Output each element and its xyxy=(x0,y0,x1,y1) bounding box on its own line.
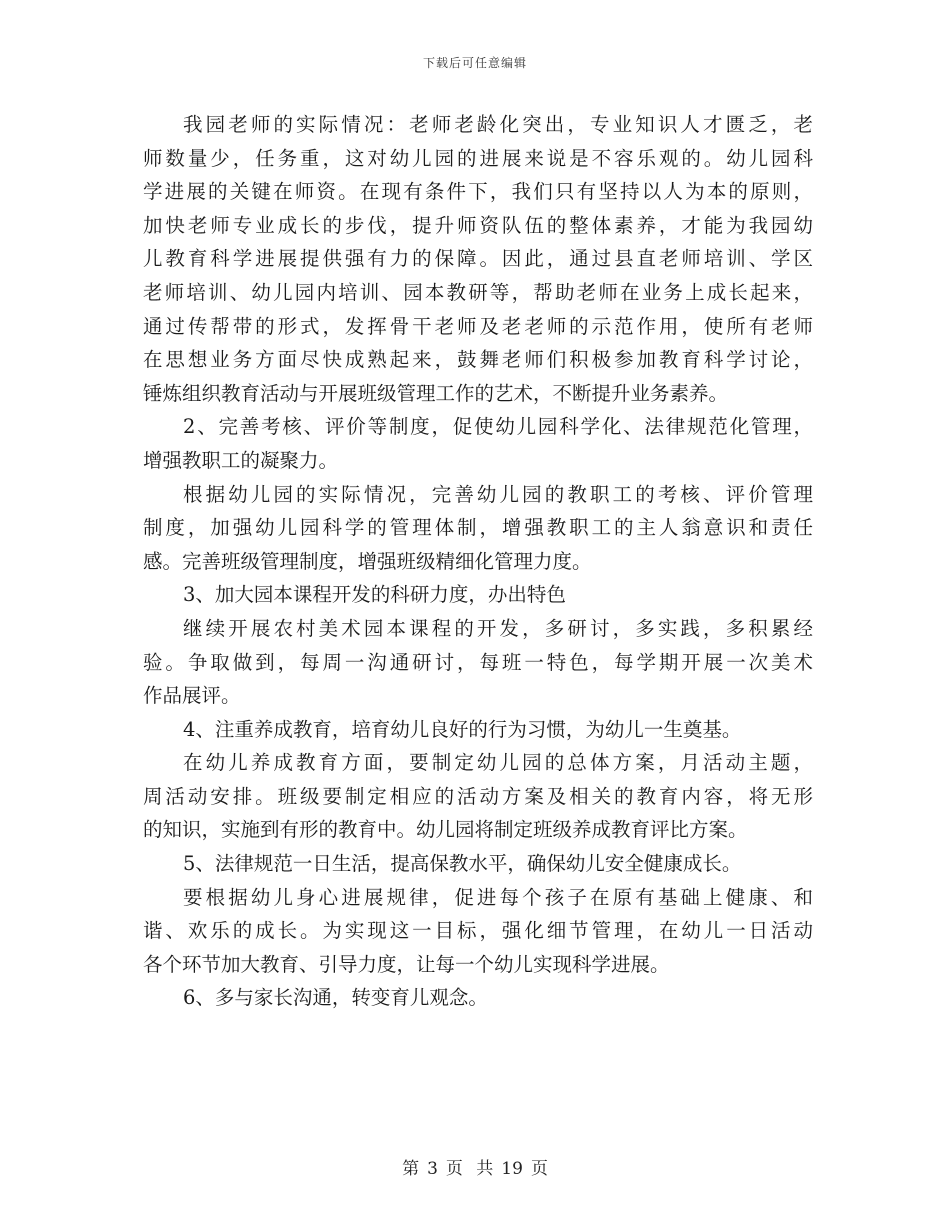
paragraph xyxy=(143,881,813,982)
paragraph xyxy=(143,746,813,847)
section-heading-line: 4、注重养成教育，培育幼儿良好的行为习惯，为幼儿一生奠基。 xyxy=(183,717,742,741)
total-page-count: 19 xyxy=(501,1159,523,1179)
text-line: 我园老师的实际情况：老师老龄化突出，专业知识人才匮乏，老 xyxy=(183,113,813,136)
paragraph xyxy=(143,981,813,1015)
text-line: 继续开展农村美术园本课程的开发，多研讨，多实践，多积累经 xyxy=(183,616,813,640)
text-line: 验。争取做到，每周一沟通研讨，每班一特色，每学期开展一次美术 xyxy=(143,650,813,674)
text-line: 周活动安排。班级要制定相应的活动方案及相关的教育内容，将无形 xyxy=(143,784,813,808)
text-line: 在幼儿养成教育方面，要制定幼儿园的总体方案，月活动主题， xyxy=(183,751,813,775)
footer-middle: 页 共 xyxy=(445,1159,494,1179)
page-header: 下载后可任意编辑 xyxy=(422,56,527,70)
footer-prefix: 第 xyxy=(402,1159,420,1179)
text-line: 谐、欢乐的成长。为实现这一目标，强化细节管理，在幼儿一日活动 xyxy=(143,919,813,943)
text-line: 师数量少，任务重，这对幼儿园的进展来说是不容乐观的。幼儿园科 xyxy=(143,146,813,170)
section-heading-line: 3、加大园本课程开发的科研力度，办出特色 xyxy=(183,583,566,607)
section-heading-line: 2、完善考核、评价等制度，促使幼儿园科学化、法律规范化管理， xyxy=(183,415,813,439)
paragraph xyxy=(143,410,813,477)
text-line: 制度，加强幼儿园科学的管理体制，增强教职工的主人翁意识和责任 xyxy=(143,516,813,540)
current-page-number: 3 xyxy=(427,1159,438,1179)
paragraph xyxy=(143,108,813,410)
section-heading-line: 5、法律规范一日生活，提高保教水平，确保幼儿安全健康成长。 xyxy=(183,852,742,876)
text-line: 通过传帮带的形式，发挥骨干老师及老老师的示范作用，使所有老师 xyxy=(143,314,813,338)
text-line: 根据幼儿园的实际情况，完善幼儿园的教职工的考核、评价管理 xyxy=(183,482,813,506)
paragraph xyxy=(143,578,813,612)
document-body xyxy=(143,108,813,1015)
paragraph xyxy=(143,612,813,713)
text-line: 的知识，实施到有形的教育中。幼儿园将制定班级养成教育评比方案。 xyxy=(143,818,748,842)
text-line: 各个环节加大教育、引导力度，让每一个幼儿实现科学进展。 xyxy=(143,952,670,976)
text-line: 锤炼组织教育活动与开展班级管理工作的艺术，不断提升业务素养。 xyxy=(143,381,729,405)
section-heading-line: 6、多与家长沟通，转变育儿观念。 xyxy=(183,986,488,1010)
text-line: 学进展的关键在师资。在现有条件下，我们只有坚持以人为本的原则， xyxy=(143,180,813,204)
text-line: 要根据幼儿身心进展规律，促进每个孩子在原有基础上健康、和 xyxy=(183,885,813,909)
text-line: 儿教育科学进展提供强有力的保障。因此，通过县直老师培训、学区 xyxy=(143,247,813,271)
text-line: 老师培训、幼儿园内培训、园本教研等，帮助老师在业务上成长起来， xyxy=(143,280,813,304)
paragraph xyxy=(143,478,813,579)
page-footer xyxy=(0,1154,950,1179)
paragraph xyxy=(143,847,813,881)
footer-suffix: 页 xyxy=(530,1159,548,1179)
text-line: 感。完善班级管理制度，增强班级精细化管理力度。 xyxy=(143,549,592,573)
paragraph xyxy=(143,713,813,747)
text-line: 作品展评。 xyxy=(143,684,241,708)
text-line: 加快老师专业成长的步伐，提升师资队伍的整体素养，才能为我园幼 xyxy=(143,213,813,237)
text-line: 在思想业务方面尽快成熟起来，鼓舞老师们积极参加教育科学讨论， xyxy=(143,348,813,372)
section-heading-line: 增强教职工的凝聚力。 xyxy=(143,448,339,472)
